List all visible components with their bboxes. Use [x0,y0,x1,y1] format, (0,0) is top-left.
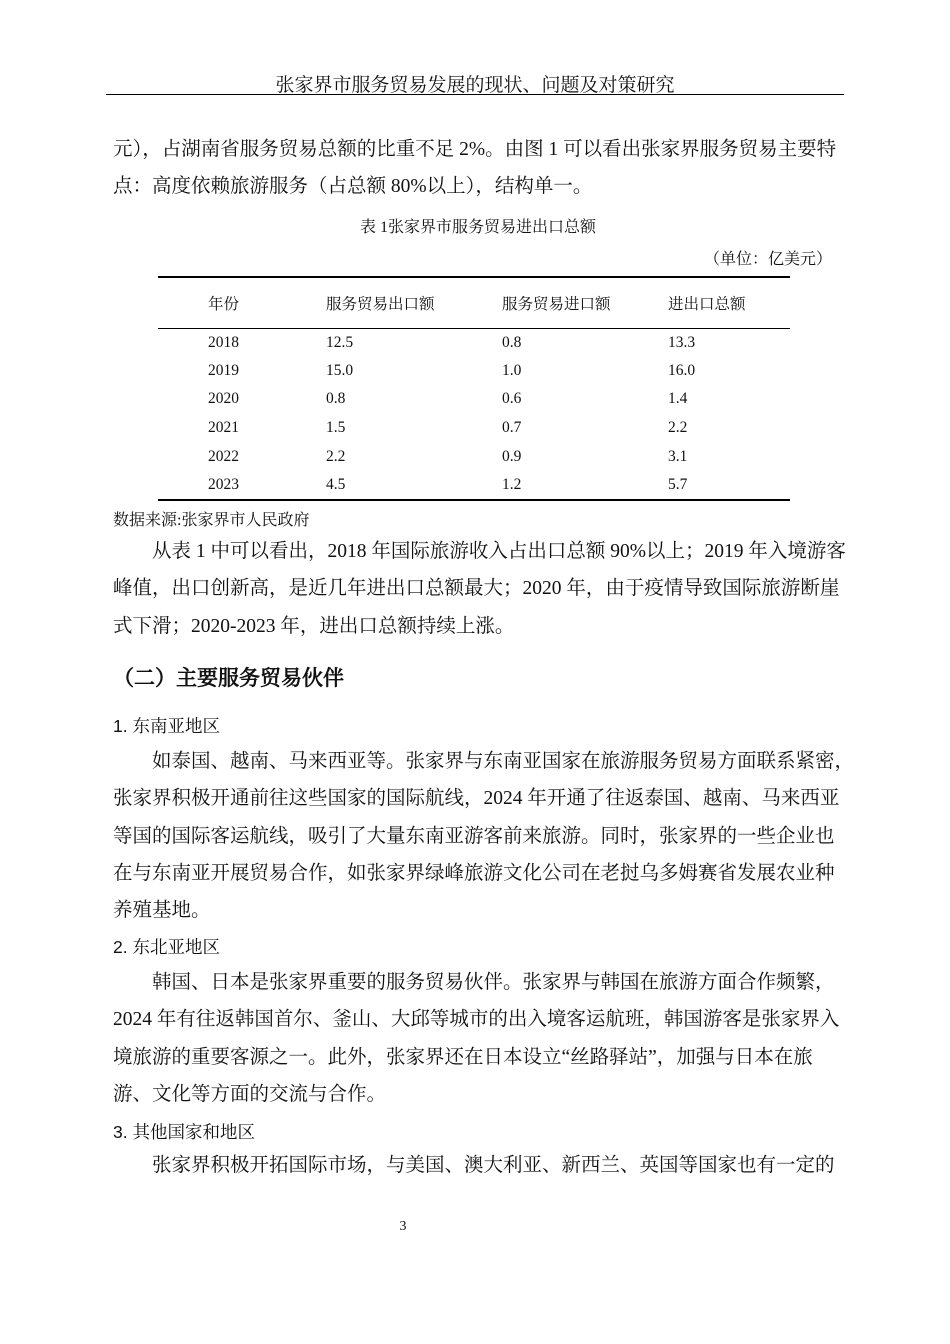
table-cell: 2022 [208,447,239,465]
table-cell: 1.4 [668,390,688,408]
running-header: 张家界市服务贸易发展的现状、问题及对策研究 [275,75,675,96]
text-line: 韩国、日本是张家界重要的服务贸易伙伴。张家界与韩国在旅游方面合作频繁， [152,972,835,993]
table-cell: 1.5 [326,419,346,437]
table-cell: 0.8 [326,390,346,408]
text-line: 如泰国、越南、马来西亚等。张家界与东南亚国家在旅游服务贸易方面联系紧密， [152,751,855,772]
table-source: 数据来源:张家界市人民政府 [113,512,310,529]
sub1-paragraph [113,743,855,929]
table-cell: 2018 [208,333,239,351]
table-cell: 4.5 [326,475,346,493]
text-line: 峰值，出口创新高，是近几年进出口总额最大；2020 年，由于疫情导致国际旅游断崖 [113,578,840,600]
text-line: 2024 年有往返韩国首尔、釜山、大邱等城市的出入境客运航班，韩国游客是张家界入 [113,1009,840,1031]
col-header: 进出口总额 [668,295,746,313]
analysis-paragraph [113,533,846,645]
text-line: 张家界积极开通前往这些国家的国际航线，2024 年开通了往返泰国、越南、马来西亚 [113,788,840,810]
table-cell: 0.8 [502,333,522,351]
table-cell: 2021 [208,419,239,437]
table-cell: 2020 [208,390,239,408]
table-row [158,442,790,471]
table-cell: 2019 [208,361,239,379]
subsection-heading: 2. 东北亚地区 [113,937,220,957]
table-cell: 0.7 [502,419,522,437]
section-heading: （二）主要服务贸易伙伴 [113,667,344,690]
col-header: 年份 [208,295,240,313]
table-cell: 2023 [208,475,239,493]
subsection-heading: 3. 其他国家和地区 [113,1122,255,1142]
table-cell: 15.0 [326,361,354,379]
table-cell: 16.0 [668,361,696,379]
text-line: 点：高度依赖旅游服务（占总额 80%以上），结构单一。 [113,176,593,198]
text-line: 在与东南亚开展贸易合作，如张家界绿峰旅游文化公司在老挝乌多姆赛省发展农业种 [113,862,835,884]
table-cell: 3.1 [668,447,688,465]
intro-paragraph [113,131,843,206]
table-row [158,328,790,357]
text-line: 元），占湖南省服务贸易总额的比重不足 2%。由图 1 可以看出张家界服务贸易主要特 [113,139,837,160]
table-row [158,357,790,386]
table-cell: 1.0 [502,361,522,379]
table-row [158,471,790,500]
subsection-heading: 1. 东南亚地区 [113,716,220,736]
text-line: 等国的国际客运航线，吸引了大量东南亚游客前来旅游。同时，张家界的一些企业也 [113,825,835,847]
text-line: 式下滑；2020-2023 年，进出口总额持续上涨。 [113,615,515,637]
text-line: 游、文化等方面的交流与合作。 [113,1083,387,1105]
table-cell: 2.2 [668,419,688,437]
table-cell: 2.2 [326,447,346,465]
table-caption: 表 1张家界市服务贸易进出口总额 [359,219,596,236]
table-cell: 0.9 [502,447,522,465]
table-cell: 1.2 [502,475,522,493]
table-cell: 12.5 [326,333,354,351]
text-line: 从表 1 中可以看出，2018 年国际旅游收入占出口总额 90%以上；2019 年入境游客 [152,541,846,562]
page-number: 3 [399,1219,407,1234]
text-line: 养殖基地。 [113,900,211,922]
text-line: 张家界积极开拓国际市场，与美国、澳大利亚、新西兰、英国等国家也有一定的 [152,1155,835,1176]
sub3-paragraph [113,1147,843,1184]
table-row [158,385,790,414]
header-rule [106,94,844,95]
table-cell: 0.6 [502,390,522,408]
text-line: 境旅游的重要客源之一。此外，张家界还在日本设立“丝路驿站”，加强与日本在旅 [113,1046,813,1068]
table-cell: 13.3 [668,333,696,351]
table-row [158,414,790,443]
sub2-paragraph [113,964,843,1113]
trade-table [158,276,790,501]
col-header: 服务贸易出口额 [326,295,435,313]
table-unit: （单位：亿美元） [703,251,832,268]
col-header: 服务贸易进口额 [502,295,611,313]
table-cell: 5.7 [668,475,688,493]
table-header-row [158,277,790,328]
